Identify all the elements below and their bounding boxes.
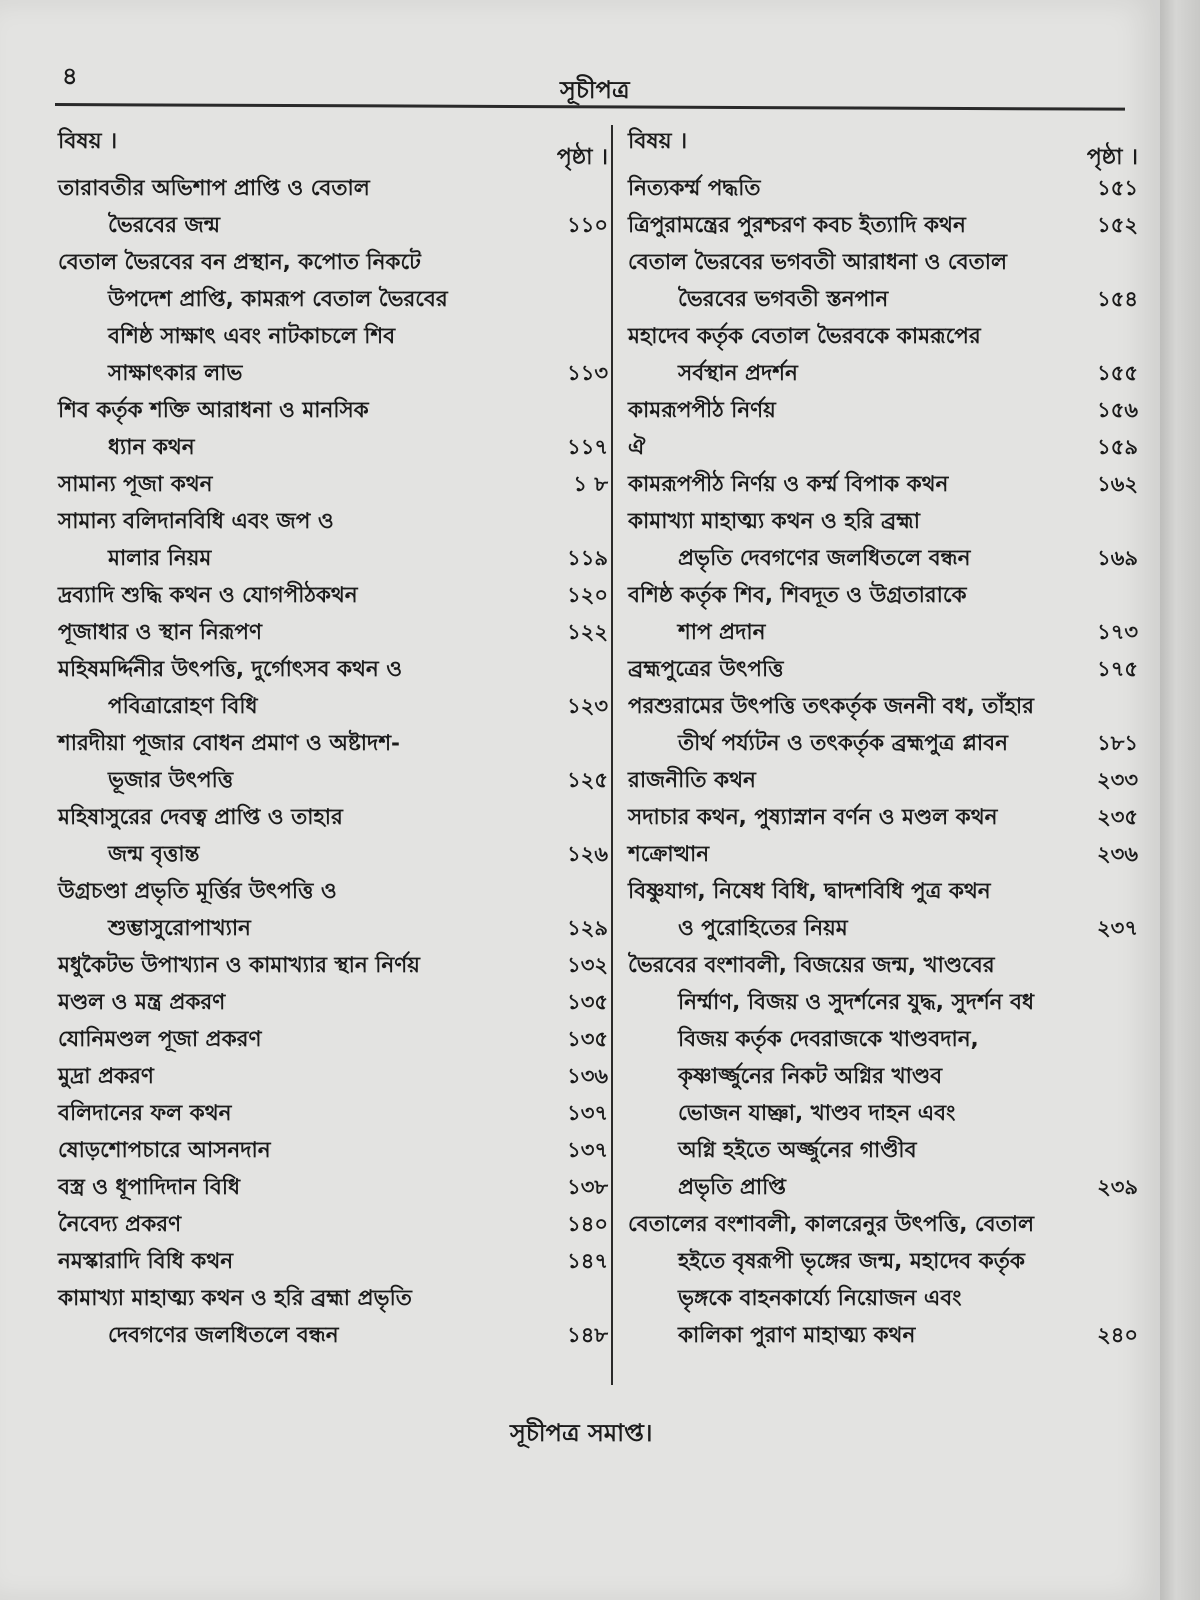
toc-entry-line: কালিকা পুরাণ মাহাত্ম্য কথন	[678, 1323, 916, 1348]
toc-entry-line: কামাখ্যা মাহাত্ম্য কথন ও হরি ব্রহ্মা প্রভৃতি	[58, 1286, 412, 1311]
toc-entry-line: সামান্য পূজা কথন	[58, 472, 213, 497]
toc-entry	[58, 1058, 608, 1095]
toc-entry-line: বস্ত্র ও ধূপাদিদান বিধি	[58, 1175, 241, 1200]
toc-entry-page: ১৫৪	[1097, 287, 1138, 311]
toc-entry-page: ২৩৫	[1097, 805, 1138, 829]
toc-entry	[58, 1206, 608, 1243]
toc-entry-line: কামরূপপীঠ নির্ণয়	[628, 398, 776, 423]
toc-entry	[628, 577, 1138, 651]
toc-entry-line: পরশুরামের উৎপত্তি তৎকর্তৃক জননী বধ, তাঁহার	[628, 694, 1034, 719]
toc-entry-page: ২৩৬	[1097, 842, 1138, 866]
toc-entry-line: পূজাধার ও স্থান নিরূপণ	[58, 620, 262, 645]
toc-entry	[58, 577, 608, 614]
toc-entry-line: সামান্য বলিদানবিধি এবং জপ ও	[58, 509, 334, 534]
toc-entry-line: তীর্থ পর্য্যটন ও তৎকর্তৃক ব্রহ্মপুত্র প্লাবন	[678, 731, 1008, 756]
toc-entry-page: ১৪০	[567, 1212, 608, 1236]
right-column-header	[628, 120, 1138, 170]
toc-entry	[58, 392, 608, 466]
toc-entry-page: ১৫৬	[1097, 398, 1138, 422]
toc-entry-page: ১২০	[567, 583, 608, 607]
toc-entry-line: পবিত্রারোহণ বিধি	[108, 694, 258, 719]
toc-entry	[58, 984, 608, 1021]
toc-entry-page: ১৩৭	[567, 1138, 608, 1162]
toc-entry-page: ১৫১	[1097, 176, 1138, 200]
toc-entry-line: শক্রোত্থান	[628, 842, 710, 867]
toc-entry-line: ভোজন যাচ্ঞা, খাণ্ডব দাহন এবং	[678, 1101, 956, 1126]
toc-entry-page: ১২৬	[567, 842, 608, 866]
toc-entry	[628, 651, 1138, 688]
toc-entry	[628, 170, 1138, 207]
toc-entry-line: ব্রহ্মপুত্রের উৎপত্তি	[628, 657, 784, 682]
toc-entry-page: ২৩৭	[1097, 916, 1138, 940]
toc-entry-line: বিজয় কর্তৃক দেবরাজকে খাণ্ডবদান,	[678, 1027, 979, 1052]
toc-entry-line: উগ্রচণ্ডা প্রভৃতি মূর্ত্তির উৎপত্তি ও	[58, 879, 337, 904]
toc-entry	[58, 1243, 608, 1280]
toc-entry-line: শারদীয়া পূজার বোধন প্রমাণ ও অষ্টাদশ-	[58, 731, 400, 756]
toc-entry	[58, 170, 608, 244]
toc-entry-page: ১২৯	[567, 916, 608, 940]
toc-entry-line: মালার নিয়ম	[108, 546, 212, 571]
page-number: ৪	[62, 62, 78, 90]
toc-entry-line: ভৈরবের জন্ম	[108, 213, 220, 238]
toc-entry	[58, 1021, 608, 1058]
left-column-header	[58, 120, 608, 170]
toc-entry-page: ১৩৬	[567, 1064, 608, 1088]
toc-entry	[628, 799, 1138, 836]
toc-entry	[58, 1169, 608, 1206]
toc-entry	[58, 725, 608, 799]
toc-entry-line: কৃষ্ণার্জ্জুনের নিকট অগ্নির খাণ্ডব	[678, 1064, 943, 1089]
topic-heading: বিষয় ।	[58, 129, 118, 154]
running-title: সূচীপত্র	[560, 76, 630, 104]
toc-entry-page: ১২২	[567, 620, 608, 644]
toc-entry-line: বিষ্ণুযাগ, নিষেধ বিধি, দ্বাদশবিধি পুত্র কথন	[628, 879, 991, 904]
toc-entry-line: নৈবেদ্য প্রকরণ	[58, 1212, 182, 1237]
toc-entry-line: নমস্কারাদি বিধি কথন	[58, 1249, 234, 1274]
toc-entry-page: ১৩৮	[567, 1175, 608, 1199]
toc-entry-line: শিব কর্তৃক শক্তি আরাধনা ও মানসিক	[58, 398, 369, 423]
toc-entry-line: সর্বস্থান প্রদর্শন	[678, 361, 798, 386]
toc-entry-page: ১৪৮	[567, 1323, 608, 1347]
adjacent-page-edge	[1160, 0, 1200, 1600]
toc-entry-page: ১৪৭	[567, 1249, 608, 1273]
toc-entry-line: যোনিমণ্ডল পূজা প্রকরণ	[58, 1027, 262, 1052]
toc-entry	[628, 392, 1138, 429]
toc-entry-line: শাপ প্রদান	[678, 620, 766, 645]
toc-entry-line: ভৈরবের বংশাবলী, বিজয়ের জন্ম, খাণ্ডবের	[628, 953, 995, 978]
toc-entry-line: মহিষাসুরের দেবত্ব প্রাপ্তি ও তাহার	[58, 805, 343, 830]
toc-entry-page: ১১৭	[567, 435, 608, 459]
toc-entry	[628, 207, 1138, 244]
toc-entry-line: তারাবতীর অভিশাপ প্রাপ্তি ও বেতাল	[58, 176, 370, 201]
right-entry-list	[628, 170, 1138, 1354]
toc-entry	[628, 318, 1138, 392]
left-column	[58, 120, 608, 1354]
toc-entry-line: জন্ম বৃত্তান্ত	[108, 842, 200, 867]
toc-entry-line: নিত্যকর্ম্ম পদ্ধতি	[628, 176, 761, 201]
toc-entry-line: দেবগণের জলধিতলে বন্ধন	[108, 1323, 339, 1348]
page-header	[0, 0, 1160, 110]
toc-entry	[58, 1132, 608, 1169]
toc-entry	[628, 244, 1138, 318]
toc-entry	[58, 614, 608, 651]
left-entry-list	[58, 170, 608, 1354]
toc-entry-line: বেতালের বংশাবলী, কালরেনুর উৎপত্তি, বেতাল	[628, 1212, 1034, 1237]
toc-entry	[628, 947, 1138, 1206]
toc-entry	[58, 873, 608, 947]
toc-entry-line: বেতাল ভৈরবের ভগবতী আরাধনা ও বেতাল	[628, 250, 1007, 275]
toc-entry-line: ভৈরবের ভগবতী স্তনপান	[678, 287, 889, 312]
toc-entry	[58, 244, 608, 392]
toc-entry-page: ১১৩	[567, 361, 608, 385]
toc-entry-page: ১৭৩	[1097, 620, 1138, 644]
toc-entry-line: মহিষমর্দ্দিনীর উৎপত্তি, দুর্গোৎসব কথন ও	[58, 657, 403, 682]
toc-entry-page: ১৫২	[1097, 213, 1138, 237]
toc-entry-line: বেতাল ভৈরবের বন প্রস্থান, কপোত নিকটে	[58, 250, 421, 275]
toc-entry-line: বশিষ্ঠ কর্তৃক শিব, শিবদূত ও উগ্রতারাকে	[628, 583, 967, 608]
toc-entry-page: ২৩৯	[1097, 1175, 1138, 1199]
toc-entry-line: ভৃঙ্গকে বাহনকার্য্যে নিয়োজন এবং	[678, 1286, 962, 1311]
toc-entry-line: ও পুরোহিতের নিয়ম	[678, 916, 848, 941]
toc-entry-line: বশিষ্ঠ সাক্ষাৎ এবং নাটকাচলে শিব	[108, 324, 396, 349]
toc-entry	[58, 947, 608, 984]
toc-entry-page: ১৭৫	[1097, 657, 1138, 681]
toc-entry-line: রাজনীতি কথন	[628, 768, 756, 793]
toc-entry-line: সদাচার কথন, পুষ্যাস্নান বর্ণন ও মণ্ডল কথন	[628, 805, 998, 830]
toc-entry-line: মণ্ডল ও মন্ত্র প্রকরণ	[58, 990, 226, 1015]
toc-entry-line: হইতে বৃষরূপী ভৃঙ্গের জন্ম, মহাদেব কর্তৃক	[678, 1249, 1025, 1274]
toc-entry-line: মধুকৈটভ উপাখ্যান ও কামাখ্যার স্থান নির্ণয়	[58, 953, 420, 978]
toc-entry-page: ১৫৯	[1097, 435, 1138, 459]
column-divider	[611, 125, 613, 1385]
toc-entry-line: কামরূপপীঠ নির্ণয় ও কর্ম্ম বিপাক কথন	[628, 472, 949, 497]
toc-entry-line: উপদেশ প্রাপ্তি, কামরূপ বেতাল ভৈরবের	[108, 287, 448, 312]
right-column	[628, 120, 1138, 1354]
end-of-contents: সূচীপত্র সমাপ্ত।	[510, 1419, 653, 1447]
toc-entry	[58, 799, 608, 873]
toc-entry-page: ১৩৫	[567, 1027, 608, 1051]
toc-entry-page: ১ ৮	[573, 472, 608, 496]
toc-entry-page: ১২৩	[567, 694, 608, 718]
toc-entry-page: ১৬৯	[1097, 546, 1138, 570]
toc-entry-page: ১২৫	[567, 768, 608, 792]
toc-entry-page: ১১০	[567, 213, 608, 237]
toc-entry-line: প্রভৃতি দেবগণের জলধিতলে বন্ধন	[678, 546, 971, 571]
toc-entry-page: ১৩২	[567, 953, 608, 977]
toc-entry-line: ধ্যান কথন	[108, 435, 195, 460]
toc-entry-page: ১৩৫	[567, 990, 608, 1014]
toc-entry	[628, 503, 1138, 577]
toc-entry-page: ২৪০	[1097, 1323, 1138, 1347]
toc-entry-line: ঐ	[628, 435, 646, 460]
toc-entry	[628, 836, 1138, 873]
toc-entry-line: ষোড়শোপচারে আসনদান	[58, 1138, 271, 1163]
toc-entry	[58, 1280, 608, 1354]
topic-heading: বিষয় ।	[628, 129, 688, 154]
toc-entry	[628, 762, 1138, 799]
page-heading: পৃষ্ঠা ।	[556, 145, 608, 170]
toc-entry	[628, 873, 1138, 947]
toc-entry-line: ত্রিপুরামন্ত্রের পুরশ্চরণ কবচ ইত্যাদি কথন	[628, 213, 966, 238]
toc-entry	[58, 651, 608, 725]
toc-entry	[628, 466, 1138, 503]
toc-entry	[58, 503, 608, 577]
toc-entry-line: প্রভৃতি প্রাপ্তি	[678, 1175, 786, 1200]
toc-entry-line: সাক্ষাৎকার লাভ	[108, 361, 243, 386]
toc-entry	[58, 1095, 608, 1132]
toc-entry-line: কামাখ্যা মাহাত্ম্য কথন ও হরি ব্রহ্মা	[628, 509, 921, 534]
toc-entry	[58, 466, 608, 503]
toc-entry-line: নির্ম্মাণ, বিজয় ও সুদর্শনের যুদ্ধ, সুদর্শন বধ	[678, 990, 1035, 1015]
toc-entry-page: ১৬২	[1097, 472, 1138, 496]
toc-entry	[628, 1206, 1138, 1354]
toc-entry-page: ১৫৫	[1097, 361, 1138, 385]
toc-entry-line: মুদ্রা প্রকরণ	[58, 1064, 154, 1089]
toc-entry-line: মহাদেব কর্তৃক বেতাল ভৈরবকে কামরূপের	[628, 324, 981, 349]
toc-entry	[628, 429, 1138, 466]
toc-entry-line: শুম্ভাসুরোপাখ্যান	[108, 916, 251, 941]
toc-entry-line: ভূজার উৎপত্তি	[108, 768, 234, 793]
toc-entry-page: ১৮১	[1097, 731, 1138, 755]
toc-entry-page: ২৩৩	[1097, 768, 1138, 792]
toc-entry-line: দ্রব্যাদি শুদ্ধি কথন ও যোগপীঠকথন	[58, 583, 358, 608]
toc-entry-page: ১১৯	[567, 546, 608, 570]
page-heading: পৃষ্ঠা ।	[1086, 145, 1138, 170]
toc-entry-line: বলিদানের ফল কথন	[58, 1101, 232, 1126]
toc-entry-page: ১৩৭	[567, 1101, 608, 1125]
toc-entry	[628, 688, 1138, 762]
toc-entry-line: অগ্নি হইতে অর্জ্জুনের গাণ্ডীব	[678, 1138, 917, 1163]
